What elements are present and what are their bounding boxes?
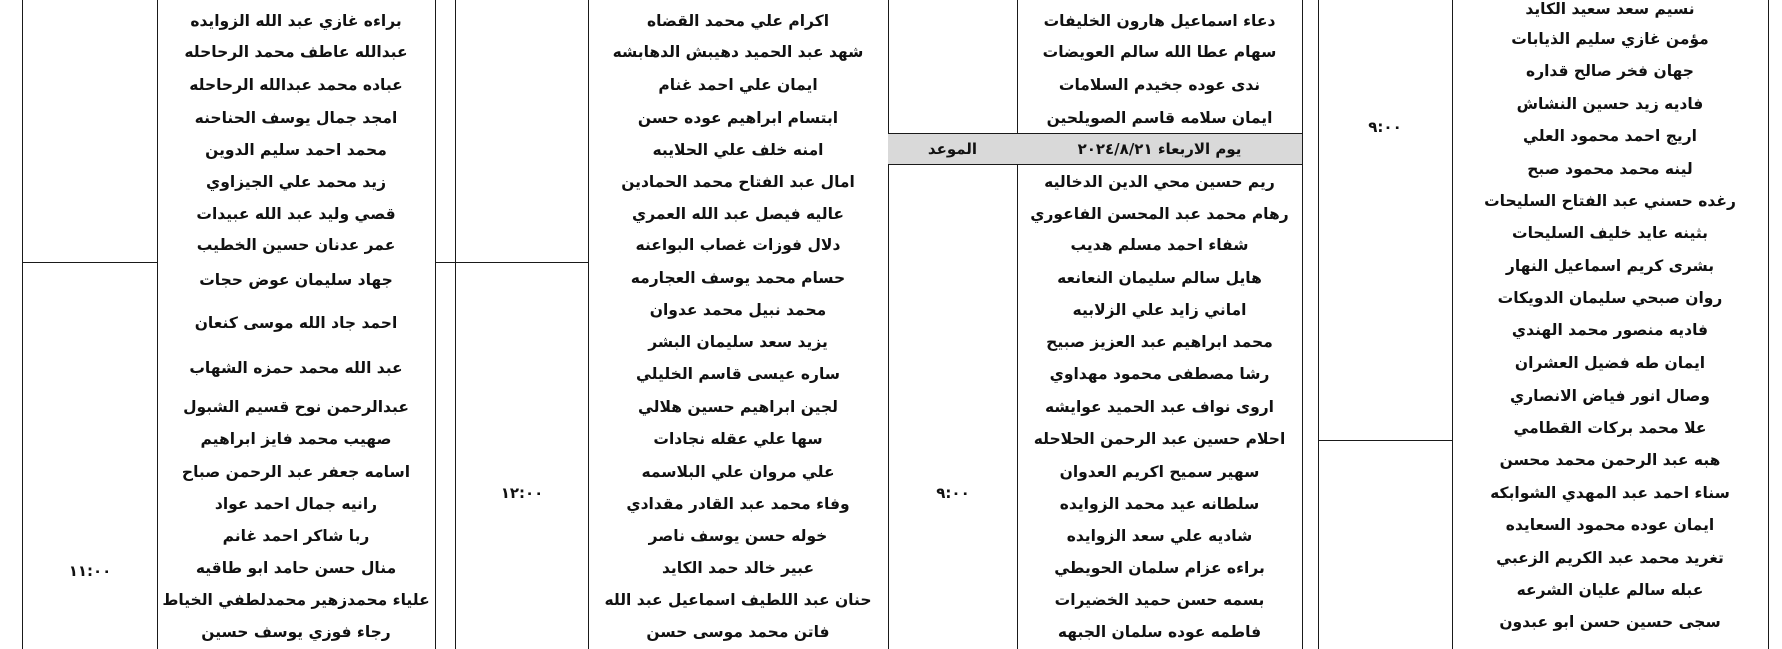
name-cell: هايل سالم سليمان النعانعه [1057, 269, 1262, 287]
name-cell: عبير خالد حمد الكايد [661, 559, 815, 577]
name-cell: تغريد محمد عبد الكريم الزعبي [1496, 549, 1724, 567]
name-cell: عبدالله عاطف محمد الرحاحله [184, 43, 408, 61]
name-cell: بسمه حسن حميد الخضيرات [1054, 591, 1265, 609]
name-cell: ايمان علي احمد غنام [658, 76, 818, 94]
name-cell: اكرام علي محمد القضاه [646, 12, 830, 30]
name-cell: ابتسام ابراهيم عوده حسن [637, 109, 839, 127]
name-cell: يزيد سعد سليمان البشر [648, 333, 828, 351]
name-cell: علياء محمدزهير محمدلطفي الخياط [162, 591, 430, 609]
name-cell: علي مروان علي البلاسمه [641, 463, 835, 481]
name-cell: فاديه زيد حسين النشاش [1516, 95, 1704, 113]
name-cell: محمد نبيل محمد عدوان [649, 301, 827, 319]
name-cell: ساره عيسى قاسم الخليلي [635, 365, 841, 383]
name-cell: جهاد سليمان عوض حجات [199, 271, 393, 289]
name-cell: عاليه فيصل عبد الله العمري [632, 205, 844, 223]
name-cell: هبه عبد الرحمن محمد محسن [1499, 451, 1721, 469]
name-cell: سها علي عقله نجادات [653, 430, 823, 448]
date-label: يوم الاربعاء ٢٠٢٤/٨/٢١ [1077, 140, 1242, 158]
time-col4: ٩:٠٠ [1368, 118, 1402, 136]
name-cell: امنه خلف علي الحلايبه [652, 141, 824, 159]
name-cell: زيد محمد علي الجيزاوي [205, 173, 387, 191]
name-cell: ايمان عوده محمود السعايده [1505, 516, 1715, 534]
name-cell: محمد ابراهيم عبد العزيز صبيح [1046, 333, 1273, 351]
name-cell: دلال فوزات غصاب البواعنه [635, 236, 841, 254]
name-cell: فاديه منصور محمد الهندي [1511, 321, 1709, 339]
name-cell: اروى نواف عبد الحميد عوايشه [1045, 398, 1274, 416]
name-cell: منال حسن حامد ابو طاقيه [195, 559, 397, 577]
name-cell: شفاء احمد مسلم هديب [1070, 236, 1249, 254]
name-cell: امجد جمال يوسف الحناحنه [194, 109, 398, 127]
name-cell: احمد جاد الله موسى كنعان [194, 314, 398, 332]
grid-line [1318, 0, 1319, 649]
name-cell: عمر عدنان حسين الخطيب [196, 236, 396, 254]
grid-line [1768, 0, 1769, 649]
grid-line [22, 0, 23, 649]
name-cell: وفاء محمد عبد القادر مقدادي [626, 495, 850, 513]
name-cell: رشا مصطفى محمود مهداوي [1049, 365, 1270, 383]
grid-line [435, 0, 436, 649]
name-cell: جهان فخر صالح قداره [1526, 62, 1694, 80]
name-cell: رهام محمد عبد المحسن الفاعوري [1030, 205, 1289, 223]
name-cell: اماني زايد علي الزلابيه [1072, 301, 1247, 319]
name-cell: عبدالرحمن نوح قسيم الشبول [183, 398, 409, 416]
name-cell: محمد احمد سليم الدوين [205, 141, 387, 159]
name-cell: حنان عبد اللطيف اسماعيل عبد الله [604, 591, 872, 609]
name-cell: وصال انور فياض الانصاري [1510, 387, 1710, 405]
time-col2: ١٢:٠٠ [500, 484, 544, 502]
grid-line [588, 0, 589, 649]
appointment-label: الموعد [927, 140, 978, 158]
name-cell: خوله حسن يوسف ناصر [648, 527, 828, 545]
name-cell: سهير سميح اكريم العدوان [1059, 463, 1260, 481]
name-cell: سناء احمد عبد المهدي الشوابكه [1490, 484, 1730, 502]
name-cell: شاديه علي سعد الزوايده [1066, 527, 1253, 545]
name-cell: عبله سالم عليان الشرعه [1516, 581, 1704, 599]
name-cell: علا محمد بركات القطامي [1513, 419, 1707, 437]
name-cell: قصي وليد عبد الله عبيدات [196, 205, 396, 223]
name-cell: ربا شاكر احمد غانم [222, 527, 370, 545]
name-cell: مؤمن غازي سليم الذيابات [1511, 30, 1709, 48]
section-divider [22, 262, 157, 263]
name-cell: بثينه عايد خليف السليحات [1512, 224, 1708, 242]
name-cell: احلام حسين عبد الرحمن الحلاحله [1033, 430, 1286, 448]
name-cell: سلطانه عيد محمد الزوايده [1059, 495, 1260, 513]
grid-line [888, 0, 889, 649]
name-cell: براءه غازي عبد الله الزوايده [190, 12, 402, 30]
name-cell: شهد عبد الحميد دهيبش الدهابشه [612, 43, 864, 61]
name-cell: لجين ابراهيم حسين هلالي [637, 398, 838, 416]
name-cell: رجاء فوزي يوسف حسين [201, 623, 391, 641]
name-cell: عبد الله محمد حمزه الشهاب [189, 359, 403, 377]
name-cell: رغده حسني عبد الفتاح السليحات [1484, 192, 1736, 210]
section-divider [435, 262, 588, 263]
name-cell: سجى حسين حسن ابو عبدون [1499, 613, 1721, 631]
name-cell: حسام محمد يوسف العجارمه [630, 269, 846, 287]
name-cell: روان صبحي سليمان الدويكات [1497, 289, 1723, 307]
name-cell: عباده محمد عبدالله الرحاحله [189, 76, 403, 94]
name-cell: لينه محمد محمود صبح [1527, 160, 1693, 178]
time-col3: ٩:٠٠ [936, 484, 970, 502]
name-cell: رانيه جمال احمد عواد [214, 495, 378, 513]
name-cell: ريم حسين محي الدين الدخاليه [1044, 173, 1275, 191]
name-cell: اسامه جعفر عبد الرحمن صباح [181, 463, 411, 481]
name-cell: براءه عزام سلمان الحويطي [1054, 559, 1265, 577]
grid-line [1302, 0, 1303, 649]
name-cell: ايمان طه فضيل العشران [1514, 354, 1706, 372]
section-divider [1318, 440, 1452, 441]
grid-line [455, 0, 456, 649]
name-cell: ندى عوده جخيدم السلامات [1058, 76, 1261, 94]
name-cell: اريج احمد محمود العلي [1523, 127, 1697, 145]
name-cell: نسيم سعد سعيد الكايد [1525, 0, 1695, 18]
name-cell: دعاء اسماعيل هارون الخليفات [1043, 12, 1276, 30]
name-cell: صهيب محمد فايز ابراهيم [200, 430, 392, 448]
name-cell: ايمان سلامه قاسم الصويلحين [1046, 109, 1273, 127]
name-cell: بشرى كريم اسماعيل النهار [1505, 257, 1715, 275]
grid-line [1017, 0, 1018, 649]
name-cell: فاطمه عوده سلمان الجبهه [1057, 623, 1262, 641]
name-cell: امال عبد الفتاح محمد الحمادين [621, 173, 855, 191]
name-cell: سهام عطا الله سالم العويضات [1042, 43, 1277, 61]
name-cell: فاتن محمد موسى حسن [646, 623, 830, 641]
time-col1: ١١:٠٠ [68, 562, 112, 580]
